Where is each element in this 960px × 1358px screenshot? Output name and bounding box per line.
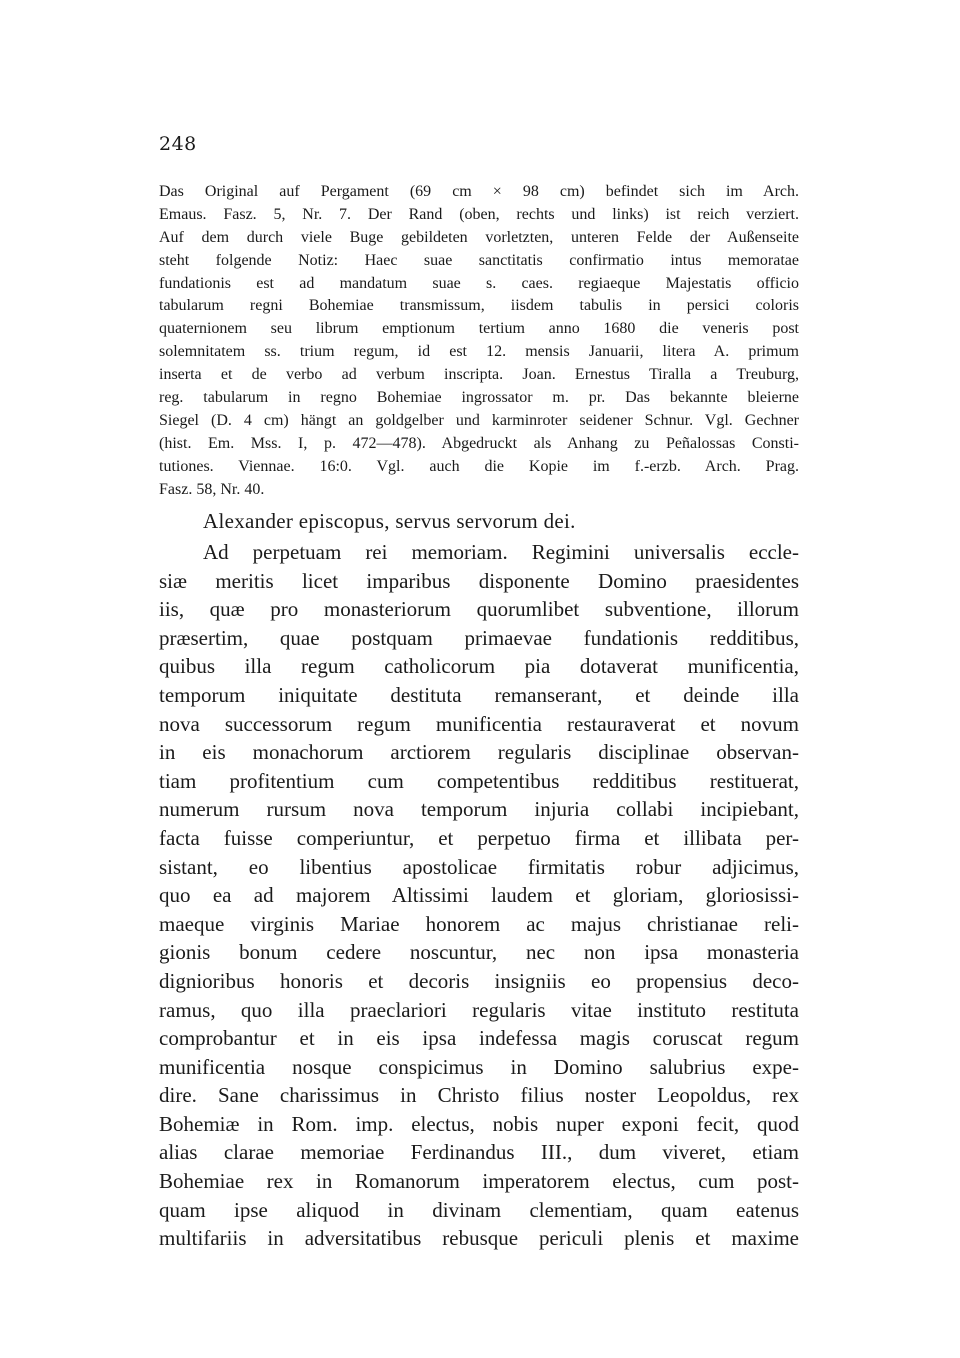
body-line: multifariis in adversitatibus rebusque periculi plenis et maxime (159, 1226, 799, 1251)
document-body (159, 538, 799, 1253)
note-line: Fasz. 58, Nr. 40. (159, 480, 265, 498)
body-line: sistant, eo libentius apostolicae firmitatis robur adjicimus, (159, 854, 799, 879)
body-line: gionis bonum cedere noscuntur, nec non ipsa monasteria (159, 940, 799, 965)
body-line: Bohemiae rex in Romanorum imperatorem electus, cum post- (159, 1169, 799, 1194)
body-line: ramus, quo illa praeclariori regularis vitae instituto restituta (159, 997, 799, 1022)
body-line: dire. Sane charissimus in Christo filius noster Leopoldus, rex (159, 1083, 799, 1108)
note-line: solemnitatem ss. trium regum, id est 12. mensis Januarii, litera A. primum (159, 343, 799, 361)
note-line: reg. tabularum in regno Bohemiae ingrossator m. pr. Das bekannte bleierne (159, 389, 799, 407)
note-line: quaternionem seu librum emptionum tertium anno 1680 die veneris post (159, 320, 799, 338)
body-line: præsertim, quae postquam primaevae fundationis redditibus, (159, 625, 799, 650)
body-line: comprobantur et in eis ipsa indefessa magis coruscat regum (159, 1026, 799, 1051)
body-line: quam ipse aliquod in divinam clementiam, quam eatenus (159, 1197, 799, 1222)
note-line: fundationis est ad mandatum suae s. caes. regiaeque Majestatis officio (159, 274, 799, 292)
body-line: alias clarae memoriae Ferdinandus III., dum viveret, etiam (159, 1140, 799, 1165)
document-title: Alexander episcopus, servus servorum dei. (203, 509, 576, 533)
body-line: temporum iniquitate destituta remanserant, et deinde illa (159, 682, 799, 707)
body-line: maeque virginis Mariae honorem ac majus christianae reli- (159, 911, 799, 936)
note-line: Das Original auf Pergament (69 cm × 98 cm) befindet sich im Arch. (159, 183, 799, 200)
note-line: inserta et de verbo ad verbum inscripta. Joan. Ernestus Tiralla a Treuburg, (159, 366, 799, 384)
body-line: tiam profitentium cum competentibus redditibus restituerat, (159, 768, 799, 793)
body-line: facta fuisse comperiuntur, et perpetuo firma et illibata per- (159, 825, 799, 850)
body-line: quo ea ad majorem Altissimi laudem et gloriam, gloriosissi- (159, 883, 799, 908)
note-line: Emaus. Fasz. 5, Nr. 7. Der Rand (oben, rechts und links) ist reich verziert. (159, 205, 799, 223)
body-line: Bohemiæ in Rom. imp. electus, nobis nuper exponi fecit, quod (159, 1111, 799, 1136)
note-line: Auf dem durch viele Buge gebildeten vorletzten, unteren Felde der Außenseite (159, 228, 799, 246)
body-line: munificentia nosque conspicimus in Domino salubrius expe- (159, 1054, 799, 1079)
body-line: Ad perpetuam rei memoriam. Regimini universalis eccle- (203, 540, 799, 564)
body-line: dignioribus honoris et decoris insigniis eo propensius deco- (159, 968, 799, 993)
body-line: nova successorum regum munificentia restauraverat et novum (159, 711, 799, 736)
body-line: numerum rursum nova temporum injuria collabi incipiebant, (159, 797, 799, 822)
note-line: steht folgende Notiz: Haec suae sanctitatis confirmatio intus memoratae (159, 251, 799, 269)
note-line: Siegel (D. 4 cm) hängt an goldgelber und karminroter seidener Schnur. Vgl. Gechner (159, 411, 799, 429)
body-line: siæ meritis licet imparibus disponente Domino praesidentes (159, 568, 799, 593)
body-line: in eis monachorum arctiorem regularis disciplinae observan- (159, 740, 799, 765)
archival-note (159, 181, 799, 501)
body-line: iis, quæ pro monasteriorum quorumlibet subventione, illorum (159, 597, 799, 622)
note-line: tabularum regni Bohemiae transmissum, iisdem tabulis in persici coloris (159, 297, 799, 315)
note-line: tutiones. Viennae. 16:0. Vgl. auch die Kopie im f.-erzb. Arch. Prag. (159, 457, 799, 475)
body-line: quibus illa regum catholicorum pia dotaverat munificentia, (159, 654, 799, 679)
page-number: 248 (159, 133, 197, 155)
note-line: (hist. Em. Mss. I, p. 472—478). Abgedruckt als Anhang zu Peñalossas Consti- (159, 434, 799, 452)
